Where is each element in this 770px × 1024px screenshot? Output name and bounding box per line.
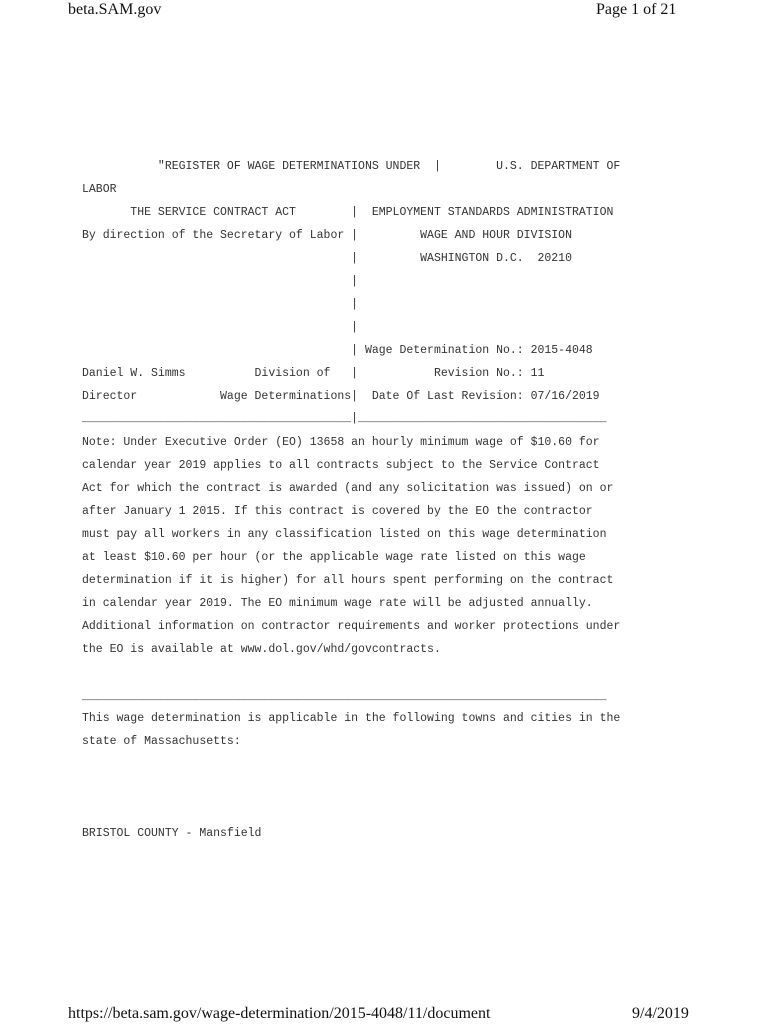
- print-date: 9/4/2019: [632, 1005, 689, 1022]
- doc-line-4: By direction of the Secretary of Labor | WAGE AND HOUR DIVISION: [82, 229, 572, 242]
- doc-line-17: must pay all workers in any classification listed on this wage determination: [82, 528, 607, 541]
- doc-line-14: calendar year 2019 applies to all contracts subject to the Service Contract: [82, 459, 600, 472]
- doc-line-1: "REGISTER OF WAGE DETERMINATIONS UNDER | U.S. DEPARTMENT OF: [82, 160, 621, 173]
- doc-line-19: determination if it is higher) for all hours spent performing on the contract: [82, 574, 614, 587]
- doc-divider-2: ____________________________________________________________________________: [82, 690, 607, 703]
- doc-line-26: BRISTOL COUNTY - Mansfield: [82, 827, 262, 840]
- doc-line-3: THE SERVICE CONTRACT ACT | EMPLOYMENT STANDARDS ADMINISTRATION: [82, 206, 614, 219]
- doc-line-6: |: [82, 275, 359, 288]
- doc-line-21: Additional information on contractor requirements and worker protections under: [82, 620, 621, 633]
- page-number: Page 1 of 21: [596, 1, 677, 18]
- doc-line-8: |: [82, 321, 359, 334]
- doc-line-11: Director Wage Determinations| Date Of Last Revision: 07/16/2019: [82, 390, 600, 403]
- doc-line-5: | WASHINGTON D.C. 20210: [82, 252, 572, 265]
- doc-divider-1: _______________________________________|____________________________________: [82, 412, 607, 425]
- doc-line-2: LABOR: [82, 183, 117, 196]
- doc-line-9: | Wage Determination No.: 2015-4048: [82, 344, 593, 357]
- doc-line-13: Note: Under Executive Order (EO) 13658 an hourly minimum wage of $10.60 for: [82, 436, 600, 449]
- site-title: beta.SAM.gov: [68, 1, 162, 18]
- doc-line-7: |: [82, 298, 359, 311]
- doc-line-15: Act for which the contract is awarded (and any solicitation was issued) on or: [82, 482, 614, 495]
- doc-line-10: Daniel W. Simms Division of | Revision No.: 11: [82, 367, 545, 380]
- doc-line-16: after January 1 2015. If this contract is covered by the EO the contractor: [82, 505, 593, 518]
- doc-line-22: the EO is available at www.dol.gov/whd/govcontracts.: [82, 643, 441, 656]
- document-url: https://beta.sam.gov/wage-determination/2015-4048/11/document: [68, 1005, 491, 1022]
- doc-line-25: state of Massachusetts:: [82, 735, 241, 748]
- doc-line-20: in calendar year 2019. The EO minimum wage rate will be adjusted annually.: [82, 597, 593, 610]
- doc-line-24: This wage determination is applicable in the following towns and cities in the: [82, 712, 621, 725]
- doc-line-18: at least $10.60 per hour (or the applicable wage rate listed on this wage: [82, 551, 586, 564]
